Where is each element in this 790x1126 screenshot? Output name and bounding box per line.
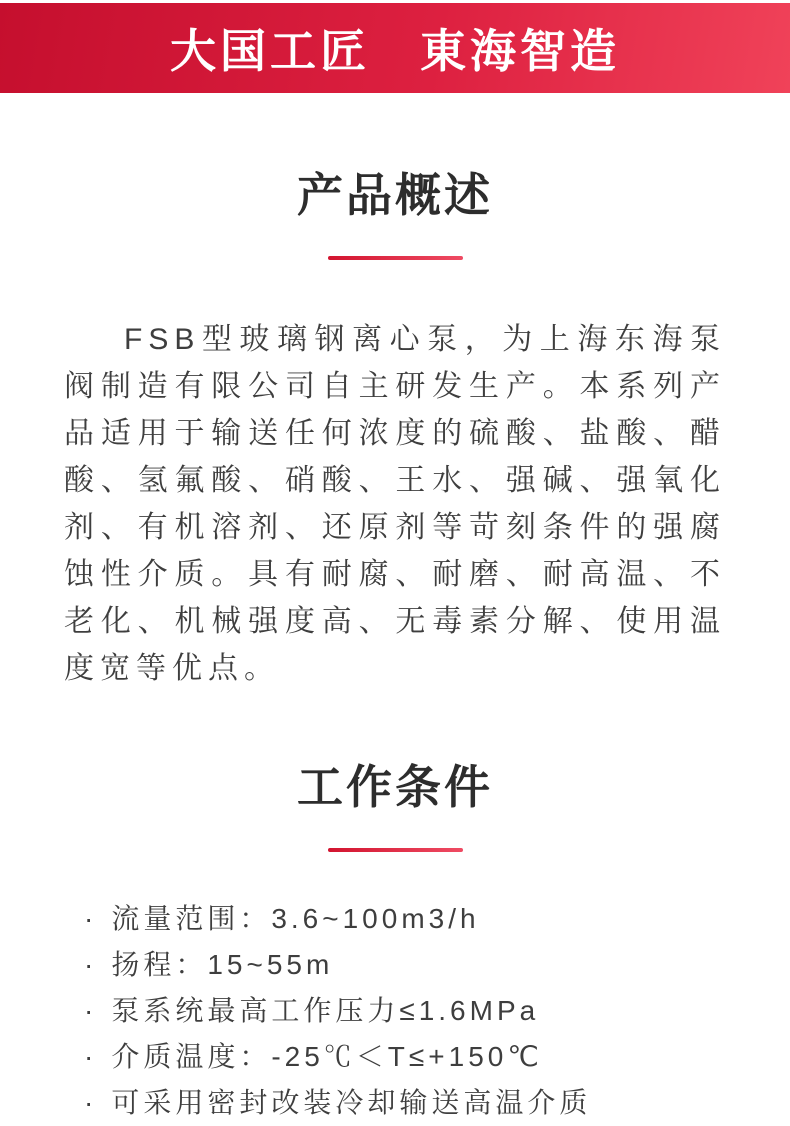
- list-item: [84, 1080, 750, 1126]
- overview-paragraph: FSB型玻璃钢离心泵，为上海东海泵阀制造有限公司自主研发生产。本系列产品适用于输送任何浓度的硫酸、盐酸、醋酸、氢氟酸、硝酸、王水、强碱、强氧化剂、有机溶剂、还原剂等苛刻条件的强腐蚀性介质。具有耐腐、耐磨、耐高温、不老化、机械强度高、无毒素分解、使用温度宽等优点。: [64, 323, 726, 686]
- bullet-dot-icon: ·: [84, 949, 98, 981]
- bullet-dot-icon: ·: [84, 1041, 98, 1073]
- condition-seal-cooling: 可采用密封改装冷却输送高温介质: [111, 1087, 592, 1119]
- title-underline-decor: [328, 848, 463, 852]
- conditions-list: [0, 896, 790, 1126]
- header-banner: [0, 3, 790, 93]
- section-title-product-overview: 产品概述: [297, 169, 493, 221]
- title-underline-decor: [328, 256, 463, 260]
- banner-title: 大国工匠 東海智造: [170, 25, 620, 77]
- list-item: [84, 1034, 750, 1080]
- list-item: [84, 896, 750, 942]
- condition-head: 扬程：15~55m: [111, 949, 334, 981]
- list-item: [84, 988, 750, 1034]
- condition-max-pressure: 泵系统最高工作压力≤1.6MPa: [111, 995, 540, 1027]
- condition-flow-range: 流量范围：3.6~100m3/h: [111, 903, 480, 935]
- list-item: [84, 942, 750, 988]
- bullet-dot-icon: ·: [84, 903, 98, 935]
- page-content: [0, 169, 790, 1126]
- section-title-working-conditions: 工作条件: [297, 761, 493, 814]
- bullet-dot-icon: ·: [84, 995, 98, 1027]
- condition-media-temperature: 介质温度：-25℃＜T≤+150℃: [111, 1041, 543, 1073]
- bullet-dot-icon: ·: [84, 1087, 98, 1119]
- product-page: [0, 3, 790, 1118]
- section-product-overview: [0, 169, 790, 692]
- section-working-conditions: [0, 761, 790, 1126]
